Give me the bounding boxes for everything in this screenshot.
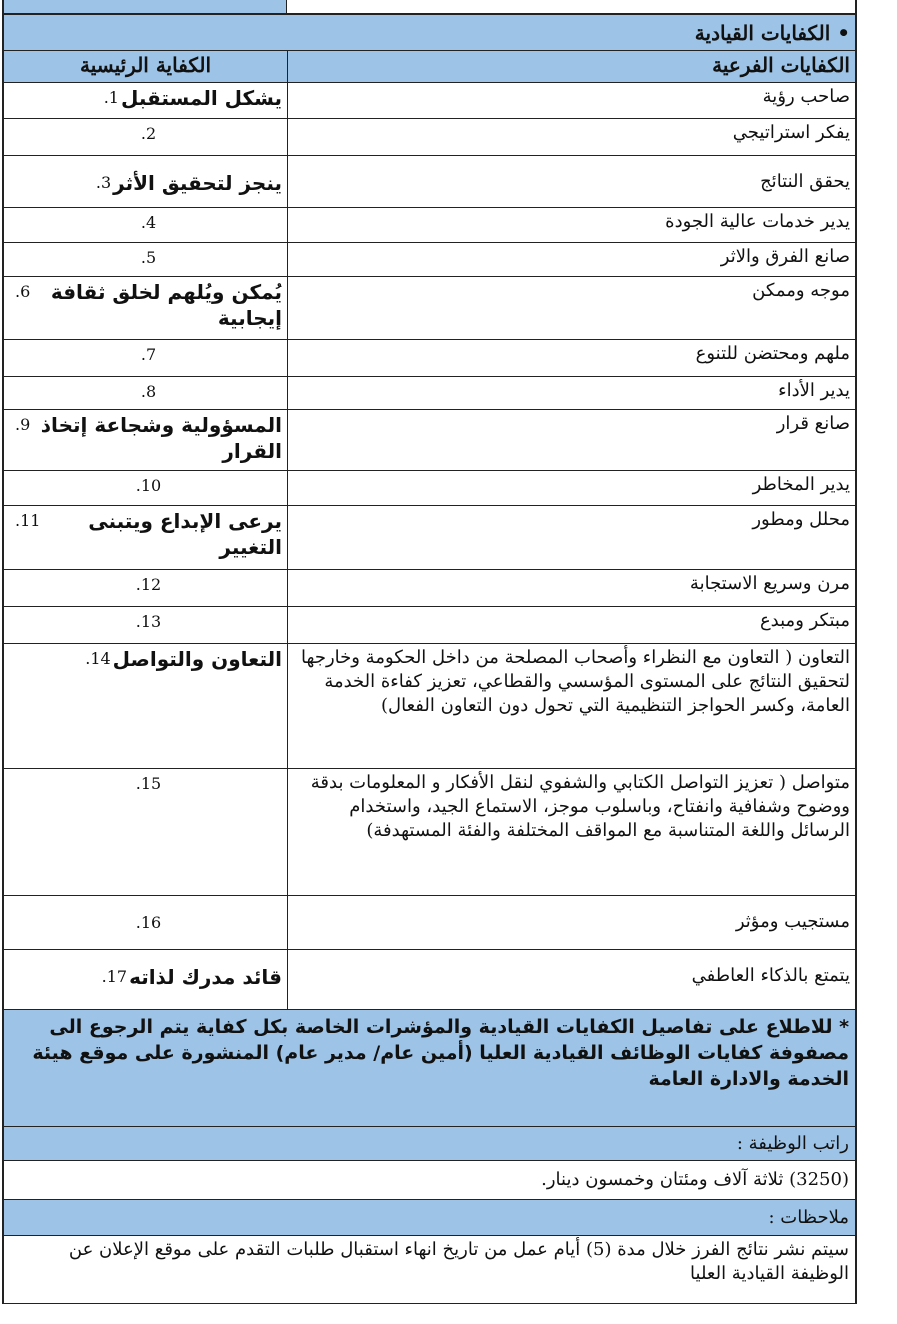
row-number: 7. [140,345,157,364]
row-number: 10. [135,476,162,495]
row-number: 16. [135,913,162,932]
table-row [4,156,855,208]
row-number: 14. [85,649,111,668]
main-competency-cell [4,410,287,470]
main-competency-wrap [9,245,282,267]
sub-competency: يتمتع بالذكاء العاطفي [287,950,855,1009]
main-competency-cell [4,896,287,949]
main-competency-wrap [9,572,282,594]
main-competency-cell [4,83,287,118]
column-header-row [4,51,855,83]
sub-competency: مرن وسريع الاستجابة [287,570,855,606]
remarks-value-row [4,1236,855,1304]
table-row [4,896,855,950]
row-number: 1. [103,88,119,107]
main-competency-wrap [9,412,282,464]
row-number: 4. [140,213,157,232]
section-title: • الكفايات القيادية [694,20,850,45]
row-number: 15. [135,774,162,793]
table-row [4,607,855,644]
main-competency-cell [4,506,287,569]
main-competency-cell [4,607,287,643]
main-competency-wrap [9,279,282,331]
row-number: 13. [135,612,162,631]
table-row [4,208,855,243]
salary-label-row [4,1127,855,1161]
sub-competency: يدير المخاطر [287,471,855,505]
main-competency-wrap [9,342,282,364]
table-row [4,340,855,377]
main-competency-cell [4,208,287,242]
main-competency-cell [4,156,287,207]
table-row [4,377,855,410]
main-competency-cell [4,340,287,376]
table-row [4,83,855,119]
sub-competency: مبتكر ومبدع [287,607,855,643]
main-competency: يرعى الإبداع ويتبنى التغيير [88,509,282,559]
main-competency-cell [4,471,287,505]
note-text: * للاطلاع على تفاصيل الكفايات القيادية والمؤشرات الخاصة بكل كفاية يتم الرجوع الى مصفوفة كفايات الوظائف القيادية العليا (أمين عام/ مدير عام) المنشورة على موقع هيئة الخدمة والادارة العامة [32,1016,849,1090]
table-row [4,119,855,156]
competency-rows [4,83,855,1010]
main-competency: يشكل المستقبل [120,86,282,110]
note-row [4,1010,855,1127]
sub-competency: يدير خدمات عالية الجودة [287,208,855,242]
main-competency-cell [4,769,287,895]
main-competency-wrap [9,609,282,631]
sub-competency: يحقق النتائج [287,156,855,207]
main-competency: المسؤولية وشجاعة إتخاذ القرار [40,413,282,463]
row-number: 3. [95,173,112,192]
table-row [4,769,855,896]
sub-competency: صاحب رؤية [287,83,855,118]
row-number: 8. [140,382,157,401]
row-number: 2. [140,124,157,143]
main-competency-wrap [9,210,282,232]
sub-competency: يدير الأداء [287,377,855,409]
remarks-label: ملاحظات : [768,1206,849,1228]
top-strip-left [286,0,855,13]
main-competency-wrap [9,898,282,932]
table-row [4,471,855,506]
main-competency-cell [4,644,287,768]
main-competency-wrap [9,771,282,793]
sub-competency: صانع الفرق والاثر [287,243,855,276]
sub-competency: ملهم ومحتضن للتنوع [287,340,855,376]
sub-competency: موجه وممكن [287,277,855,339]
remarks-label-row [4,1200,855,1236]
main-competency-wrap [9,473,282,495]
main-competency-wrap [9,85,282,111]
remarks-value: سيتم نشر نتائج الفرز خلال مدة (5) أيام عمل من تاريخ انهاء استقبال طلبات التقدم على موقع الإعلان عن الوظيفة القيادية العليا [68,1239,849,1284]
row-number: 6. [15,282,31,301]
main-competency: يُمكن ويُلهم لخلق ثقافة إيجابية [50,280,282,330]
main-competency-wrap [9,952,282,990]
main-competency-wrap [9,379,282,401]
main-competency-cell [4,119,287,155]
main-competency: التعاون والتواصل [112,647,282,671]
main-competency-cell [4,243,287,276]
table-row [4,277,855,340]
main-competency: ينجز لتحقيق الأثر [113,171,282,195]
table-row [4,506,855,570]
table-row [4,410,855,471]
sub-competency: متواصل ( تعزيز التواصل الكتابي والشفوي لنقل الأفكار و المعلومات بدقة ووضوح وشفافية وانفتاح، وباسلوب موجز، الاستماع الجيد، واستخدام الرسائل واللغة المتناسبة مع المواقف المختلفة والفئة المستهدفة) [287,769,855,895]
sub-competency: التعاون ( التعاون مع النظراء وأصحاب المصلحة من داخل الحكومة وخارجها لتحقيق النتائج على المستوى المؤسسي والقطاعي، تعزيز كفاءة الخدمة العامة، وكسر الحواجز التنظيمية التي تحول دون التعاون الفعال) [287,644,855,768]
main-competency-cell [4,570,287,606]
table-row [4,644,855,769]
column-header-main: الكفاية الرئيسية [79,53,212,77]
salary-value: (3250) ثلاثة آلاف ومئتان وخمسون دينار. [541,1169,849,1190]
main-competency-wrap [9,158,282,196]
table-row [4,950,855,1010]
main-competency: قائد مدرك لذاته [129,965,282,989]
section-title-row [4,15,855,51]
table-row [4,243,855,277]
row-number: 9. [15,415,31,434]
main-competency-cell [4,377,287,409]
main-competency-cell [4,950,287,1009]
sub-competency: محلل ومطور [287,506,855,569]
sub-competency: صانع قرار [287,410,855,470]
competency-table [2,0,857,1304]
main-competency-wrap [9,508,282,560]
row-number: 12. [135,575,162,594]
row-number: 17. [101,967,128,986]
row-number: 11. [15,511,41,530]
salary-label: راتب الوظيفة : [736,1132,849,1154]
top-strip [4,0,855,15]
row-number: 5. [140,248,157,267]
top-strip-right [4,0,286,13]
sub-competency: يفكر استراتيجي [287,119,855,155]
table-row [4,570,855,607]
salary-value-row [4,1161,855,1200]
column-header-sub: الكفايات الفرعية [287,51,855,82]
main-competency-wrap [9,121,282,143]
sub-competency: مستجيب ومؤثر [287,896,855,949]
main-competency-cell [4,277,287,339]
main-competency-wrap [9,646,282,672]
